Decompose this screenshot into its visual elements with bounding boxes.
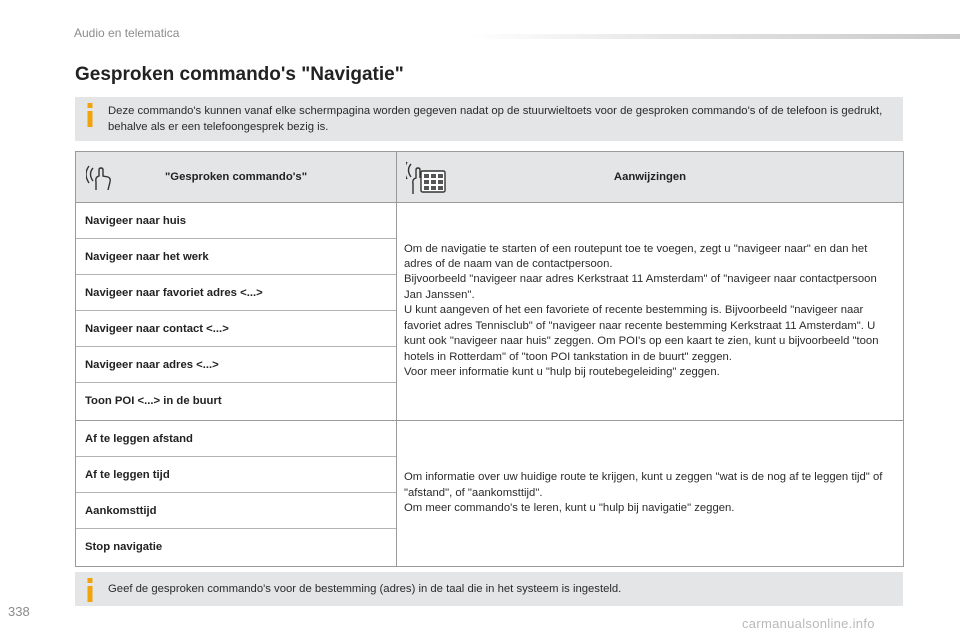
column-header-hints: Aanwijzingen — [613, 171, 687, 183]
command-row: Navigeer naar contact <...> — [76, 311, 396, 347]
page-title: Gesproken commando's "Navigatie" — [75, 64, 404, 85]
commands-table — [75, 151, 904, 567]
info-text-bottom: Geef de gesproken commando's voor de bestemming (adres) in de taal die in het systeem is ingesteld. — [108, 583, 622, 595]
command-row: Af te leggen afstand — [76, 421, 396, 457]
hint-cell-navigation — [397, 203, 903, 419]
command-row: Aankomsttijd — [76, 493, 396, 529]
page-number: 338 — [8, 604, 30, 619]
command-row: Stop navigatie — [85, 541, 163, 553]
column-header-commands: "Gesproken commando's" — [164, 171, 308, 183]
command-row: Navigeer naar huis — [76, 203, 396, 239]
watermark: carmanualsonline.info — [742, 616, 875, 631]
hint-line: Bijvoorbeeld "navigeer naar adres Kerkstraat 11 Amsterdam" of "navigeer naar contactpersoon Jan Janssen". — [404, 273, 877, 301]
info-icon — [85, 103, 95, 127]
info-icon — [85, 578, 95, 602]
info-box-bottom — [75, 572, 903, 606]
table-header — [76, 152, 903, 203]
command-row: Navigeer naar het werk — [76, 239, 396, 275]
hint-cell-route-info — [397, 421, 903, 566]
hint-line: Voor meer informatie kunt u "hulp bij routebegeleiding" zeggen. — [404, 365, 720, 378]
command-row: Navigeer naar adres <...> — [76, 347, 396, 383]
hint-line: Om meer commando's te leren, kunt u "hulp bij navigatie" zeggen. — [404, 502, 735, 515]
hint-line: Om informatie over uw huidige route te krijgen, kunt u zeggen "wat is de nog af te leggen tijd" of "afstand", of "aankomsttijd". — [404, 471, 883, 499]
info-text-top: Deze commando's kunnen vanaf elke schermpagina worden gegeven nadat op de stuurwieltoets voor de gesproken commando's of de telefoon is gedrukt, behalve als er een telefoongesprek bezig is. — [108, 105, 883, 133]
command-row: Toon POI <...> in de buurt — [85, 395, 222, 407]
header-decorative-bar — [468, 34, 960, 39]
command-row: Navigeer naar favoriet adres <...> — [76, 275, 396, 311]
hint-line: Om de navigatie te starten of een routepunt toe te voegen, zegt u "navigeer naar" en dan het adres of de naam van de contactpersoon. — [404, 242, 868, 271]
section-header-label: Audio en telematica — [74, 26, 180, 40]
hint-line: U kunt aangeven of het een favoriete of recente bestemming is. Bijvoorbeeld "navigeer naar favoriet adres Tennisclub" of "navigeer naar recente bestemming Kerkstraat 11 Amsterdam". U kunt ook "navigeer naar huis" zeggen. Om POI's op een kaart te zien, kunt u bijvoorbeeld "toon hotels in Rotterdam" of "toon POI tankstation in de buurt" zeggen. — [404, 304, 879, 363]
info-box-top — [75, 97, 903, 141]
command-row: Af te leggen tijd — [76, 457, 396, 493]
